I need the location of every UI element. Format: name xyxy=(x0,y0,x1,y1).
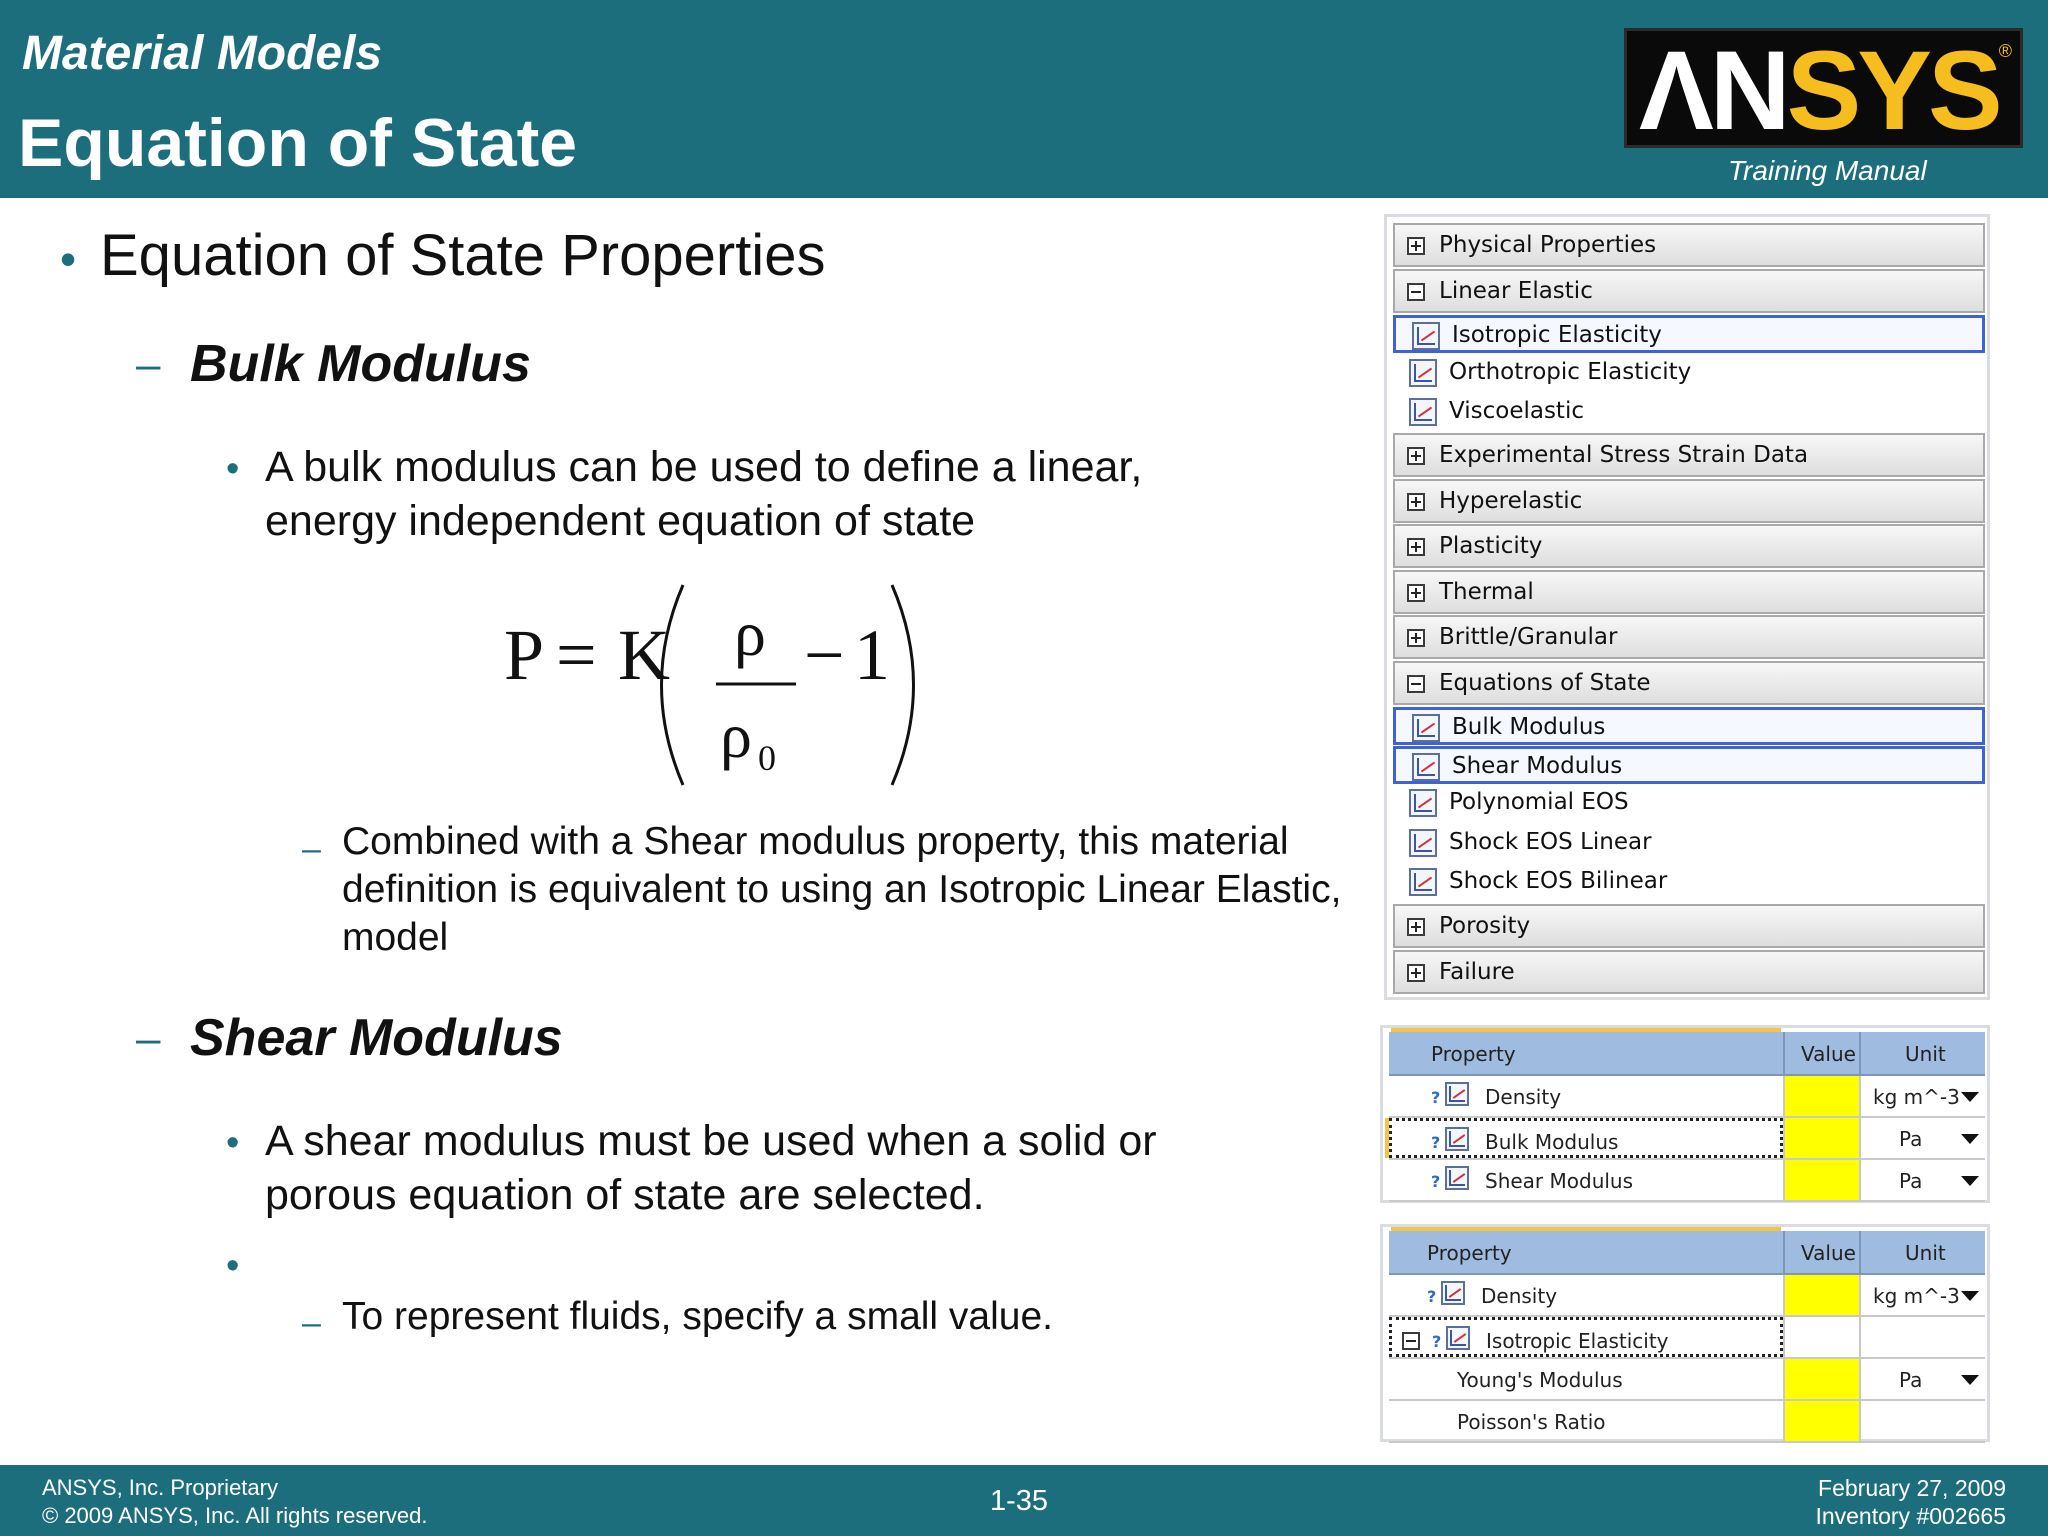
category-plasticity[interactable] xyxy=(1393,524,1985,568)
category-brittle-granular[interactable] xyxy=(1393,615,1985,659)
dropdown-arrow-icon[interactable] xyxy=(1961,1375,1979,1385)
header-unit: Unit xyxy=(1905,1241,1946,1265)
expand-icon[interactable] xyxy=(1407,964,1425,982)
unit-label: Pa xyxy=(1899,1169,1923,1193)
chart-icon xyxy=(1409,789,1437,817)
tree-item-polynomial-eos[interactable] xyxy=(1393,785,1985,823)
eq-subscript-zero: 0 xyxy=(758,738,776,778)
table-row-density[interactable] xyxy=(1389,1076,1985,1118)
dropdown-arrow-icon[interactable] xyxy=(1961,1134,1979,1144)
category-label: Porosity xyxy=(1439,913,1531,939)
table-row-poissons-ratio[interactable] xyxy=(1389,1401,1985,1443)
registered-mark: ® xyxy=(1998,41,2012,61)
header-value: Value xyxy=(1801,1042,1856,1066)
tree-item-bulk-modulus[interactable] xyxy=(1393,707,1985,745)
chart-icon xyxy=(1445,1082,1469,1106)
properties-table-isotropic xyxy=(1380,1224,1990,1442)
category-label: Thermal xyxy=(1439,579,1534,605)
bulk-modulus-equation xyxy=(490,575,930,795)
fluid-note: To represent fluids, specify a small value. xyxy=(342,1295,1053,1338)
logo-text-yellow: SYS xyxy=(1786,28,1999,148)
header-unit: Unit xyxy=(1905,1042,1946,1066)
table-row-bulk-modulus[interactable] xyxy=(1389,1118,1985,1160)
eq-right-paren xyxy=(892,585,914,785)
bullet-marker: • xyxy=(226,448,240,490)
property-name: Density xyxy=(1481,1284,1558,1308)
unit-label: Pa xyxy=(1899,1127,1923,1151)
unit-dropdown[interactable] xyxy=(1859,1076,1985,1116)
expand-icon[interactable] xyxy=(1407,538,1425,556)
chart-icon xyxy=(1409,398,1437,426)
properties-table-bulk-shear xyxy=(1380,1025,1990,1203)
tree-item-viscoelastic[interactable] xyxy=(1393,394,1985,432)
category-porosity[interactable] xyxy=(1393,904,1985,948)
value-cell[interactable] xyxy=(1783,1401,1859,1441)
chart-icon xyxy=(1409,359,1437,387)
eq-equals: = xyxy=(556,615,597,695)
bulk-modulus-heading: Bulk Modulus xyxy=(190,335,531,393)
category-physical-properties[interactable] xyxy=(1393,223,1985,267)
expand-icon[interactable] xyxy=(1407,447,1425,465)
help-icon: ? xyxy=(1431,1088,1441,1107)
logo-text-white: ΛN xyxy=(1639,28,1787,148)
eq-minus: − xyxy=(804,615,845,695)
dash-marker: – xyxy=(302,830,321,868)
chart-icon xyxy=(1445,1166,1469,1190)
eq-p: P xyxy=(504,615,545,695)
bullet-marker-empty: • xyxy=(226,1245,240,1287)
unit-dropdown[interactable] xyxy=(1859,1275,1985,1315)
material-toolbox-tree xyxy=(1384,214,1990,1000)
category-label: Experimental Stress Strain Data xyxy=(1439,442,1809,468)
tree-item-label: Viscoelastic xyxy=(1449,398,1584,424)
category-thermal[interactable] xyxy=(1393,570,1985,614)
tree-item-shock-eos-bilinear[interactable] xyxy=(1393,864,1985,902)
category-label: Equations of State xyxy=(1439,670,1651,696)
property-name: Isotropic Elasticity xyxy=(1486,1329,1669,1353)
eq-one: 1 xyxy=(854,615,890,695)
dash-marker: – xyxy=(136,340,161,389)
property-name: Density xyxy=(1485,1085,1562,1109)
bulk-modulus-description: A bulk modulus can be used to define a linear, energy independent equation of state xyxy=(265,443,1143,545)
footer-inventory: Inventory #002665 xyxy=(1815,1503,2006,1529)
tree-item-label: Bulk Modulus xyxy=(1452,714,1606,740)
category-label: Plasticity xyxy=(1439,533,1543,559)
chart-icon xyxy=(1446,1326,1470,1350)
value-cell[interactable] xyxy=(1783,1118,1859,1158)
unit-label: kg m^-3 xyxy=(1873,1284,1960,1308)
unit-cell xyxy=(1859,1317,1985,1357)
dash-marker: – xyxy=(136,1014,161,1063)
value-cell[interactable] xyxy=(1783,1160,1859,1200)
table-header xyxy=(1389,1032,1985,1076)
tree-item-shock-eos-linear[interactable] xyxy=(1393,825,1985,863)
slide-footer xyxy=(0,1465,2048,1536)
table-row-shear-modulus[interactable] xyxy=(1389,1160,1985,1202)
expand-icon[interactable] xyxy=(1407,629,1425,647)
eq-k: K xyxy=(618,615,670,695)
chart-icon xyxy=(1409,868,1437,896)
property-name: Bulk Modulus xyxy=(1485,1130,1619,1154)
collapse-icon[interactable] xyxy=(1407,675,1425,693)
footer-date: February 27, 2009 xyxy=(1818,1475,2006,1501)
help-icon: ? xyxy=(1431,1172,1441,1191)
chart-icon xyxy=(1445,1127,1469,1151)
chart-icon xyxy=(1409,829,1437,857)
bullet-marker: • xyxy=(226,1122,240,1164)
shear-modulus-description: A shear modulus must be used when a solid or porous equation of state are selected. xyxy=(265,1117,1157,1219)
dropdown-arrow-icon[interactable] xyxy=(1961,1092,1979,1102)
value-cell[interactable] xyxy=(1783,1275,1859,1315)
category-experimental-stress-strain[interactable] xyxy=(1393,433,1985,477)
ansys-logo xyxy=(1624,28,2023,148)
table-row-density[interactable] xyxy=(1389,1275,1985,1317)
eq-rho-denominator: ρ xyxy=(720,700,752,771)
property-name: Poisson's Ratio xyxy=(1457,1410,1606,1434)
footer-proprietary: ANSYS, Inc. Proprietary xyxy=(42,1475,278,1500)
chart-icon xyxy=(1412,322,1440,350)
header-property: Property xyxy=(1431,1042,1516,1066)
header-value: Value xyxy=(1801,1241,1856,1265)
unit-label: kg m^-3 xyxy=(1873,1085,1960,1109)
dropdown-arrow-icon[interactable] xyxy=(1961,1291,1979,1301)
tree-item-label: Polynomial EOS xyxy=(1449,789,1629,815)
help-icon: ? xyxy=(1431,1133,1441,1152)
help-icon: ? xyxy=(1427,1287,1437,1306)
category-linear-elastic[interactable] xyxy=(1393,269,1985,313)
collapse-icon[interactable] xyxy=(1407,283,1425,301)
property-name: Young's Modulus xyxy=(1457,1368,1623,1392)
tree-item-label: Shear Modulus xyxy=(1452,753,1623,779)
help-icon: ? xyxy=(1432,1332,1442,1351)
page-number: 1-35 xyxy=(990,1485,1049,1517)
table-header xyxy=(1389,1231,1985,1275)
category-label: Failure xyxy=(1439,959,1515,985)
unit-label: Pa xyxy=(1899,1368,1923,1392)
shear-combination-note: Combined with a Shear modulus property, this material definition is equivalent to using an Isotropic Linear Elastic, model xyxy=(342,820,1342,959)
bullet-marker: • xyxy=(60,233,77,285)
unit-dropdown[interactable] xyxy=(1859,1160,1985,1200)
category-label: Physical Properties xyxy=(1439,232,1657,258)
shear-modulus-heading: Shear Modulus xyxy=(190,1009,563,1067)
eq-rho-numerator: ρ xyxy=(734,598,766,669)
value-cell xyxy=(1783,1317,1859,1357)
main-bullet-text: Equation of State Properties xyxy=(100,223,826,288)
unit-dropdown[interactable] xyxy=(1859,1359,1985,1399)
chart-icon xyxy=(1441,1281,1465,1305)
category-label: Linear Elastic xyxy=(1439,278,1593,304)
slide-title: Equation of State xyxy=(18,105,578,181)
value-cell[interactable] xyxy=(1783,1359,1859,1399)
dropdown-arrow-icon[interactable] xyxy=(1961,1176,1979,1186)
tree-item-label: Shock EOS Linear xyxy=(1449,829,1652,855)
category-equations-of-state[interactable] xyxy=(1393,661,1985,705)
expand-icon[interactable] xyxy=(1407,918,1425,936)
table-row-isotropic-elasticity[interactable] xyxy=(1389,1317,1985,1359)
category-hyperelastic[interactable] xyxy=(1393,479,1985,523)
expand-icon[interactable] xyxy=(1407,237,1425,255)
header-property: Property xyxy=(1427,1241,1512,1265)
expand-icon[interactable] xyxy=(1407,493,1425,511)
chart-icon xyxy=(1412,753,1440,781)
slide-header xyxy=(0,0,2048,198)
category-label: Brittle/Granular xyxy=(1439,624,1618,650)
training-manual-label: Training Manual xyxy=(1728,155,1927,186)
footer-copyright: © 2009 ANSYS, Inc. All rights reserved. xyxy=(42,1503,428,1528)
tree-item-shear-modulus[interactable] xyxy=(1393,746,1985,784)
table-row-youngs-modulus[interactable] xyxy=(1389,1359,1985,1401)
tree-item-label: Orthotropic Elasticity xyxy=(1449,359,1692,385)
tree-item-isotropic-elasticity[interactable] xyxy=(1393,315,1985,353)
expand-icon[interactable] xyxy=(1407,584,1425,602)
tree-item-orthotropic-elasticity[interactable] xyxy=(1393,355,1985,393)
category-failure[interactable] xyxy=(1393,950,1985,994)
collapse-icon[interactable] xyxy=(1402,1332,1420,1350)
tree-item-label: Isotropic Elasticity xyxy=(1452,322,1662,348)
dash-marker: – xyxy=(302,1304,321,1342)
category-label: Hyperelastic xyxy=(1439,488,1583,514)
tree-item-label: Shock EOS Bilinear xyxy=(1449,868,1668,894)
chart-icon xyxy=(1412,714,1440,742)
value-cell[interactable] xyxy=(1783,1076,1859,1116)
unit-cell xyxy=(1859,1401,1985,1441)
property-name: Shear Modulus xyxy=(1485,1169,1634,1193)
unit-dropdown[interactable] xyxy=(1859,1118,1985,1158)
slide-subtitle: Material Models xyxy=(22,27,383,80)
